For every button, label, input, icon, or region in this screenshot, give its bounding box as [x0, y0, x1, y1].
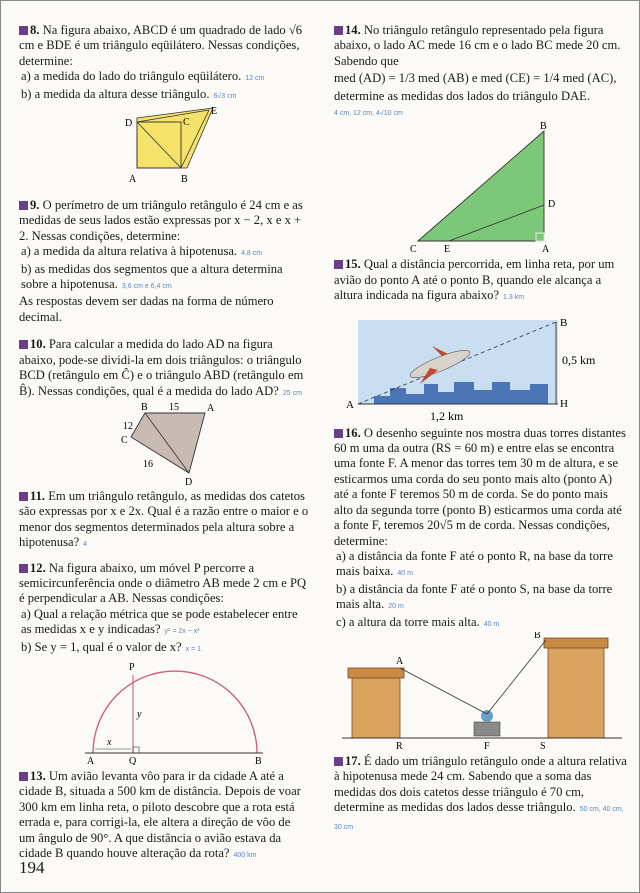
exercise-text: O perímetro de um triângulo retângulo é 24 cm e as medidas de seus lados estão expressas por x − 2, x e x + 2. Nessas condições, determine: — [19, 198, 303, 243]
exercise-8 — [19, 23, 309, 194]
answer: 3,6 cm e 6,4 cm — [121, 283, 172, 291]
square-triangle-figure — [19, 104, 309, 194]
answer: 4 — [83, 541, 88, 549]
label-b: B — [560, 316, 568, 329]
towers-figure — [334, 632, 629, 750]
label-12: 12 — [123, 420, 133, 432]
answer: 40 m — [397, 570, 413, 578]
exercise-13 — [19, 769, 309, 863]
rope-bf — [487, 640, 546, 714]
exercise-text-2: determine as medidas dos lados do triângulo DAE. — [334, 88, 591, 103]
semicircle-arc — [93, 671, 257, 753]
label-16: 16 — [143, 458, 153, 470]
exercise-text: Na figura abaixo, um móvel P percorre a semicircunferência onde o diâmetro AB mede 2 cm e PQ é perpendicular a AB. Nessas condições: — [19, 560, 307, 606]
exercise-number: 8. — [19, 23, 39, 38]
label-d: D — [125, 118, 133, 130]
label-b: B — [141, 401, 148, 413]
semicircle-figure — [19, 657, 309, 765]
item-b: b) as medidas dos segmentos que a altura determina sobre a hipotenusa. — [21, 261, 283, 292]
exercise-text: Qual a distância percorrida, em linha reta, por um avião do ponto A até o ponto B, quando ele alcança a altura indicada na figura abaixo? — [334, 257, 615, 303]
label-c: C — [121, 434, 128, 446]
answer: 50 cm, 40 cm, 30 cm — [334, 806, 624, 831]
exercise-number: 17. — [334, 754, 361, 769]
answer: y² = 2x − x² — [164, 628, 200, 636]
base-label: 1,2 km — [430, 408, 464, 423]
exercise-text: No triângulo retângulo representado pela figura abaixo, o lado AC mede 16 cm e o lado BC mede 20 cm. Sabendo que — [334, 23, 621, 68]
exercise-number: 16. — [334, 426, 361, 441]
answer: x = 1 — [185, 645, 202, 653]
rope-af — [400, 668, 487, 714]
label-s: S — [540, 740, 546, 750]
exercise-text: É dado um triângulo retângulo onde a altura relativa à hipotenusa mede 24 cm. Sabendo que a soma das medidas dos dois catetos desse triângulo é 70 cm, determine as medidas dos lados desse triângulo. — [334, 753, 627, 815]
label-b: B — [534, 631, 541, 641]
label-p: P — [129, 661, 135, 673]
exercise-number: 12. — [19, 561, 46, 576]
exercise-11 — [19, 489, 309, 553]
label-c: C — [183, 117, 190, 129]
item-a: a) a medida da altura relativa à hipotenusa. — [21, 244, 238, 259]
quadrilateral-figure — [19, 401, 309, 487]
label-y: y — [137, 708, 142, 720]
answer: 12 cm — [245, 75, 265, 83]
answer: 6√3 cm — [213, 92, 237, 100]
label-a: A — [542, 244, 550, 256]
label-r: R — [396, 740, 403, 750]
item-b: b) a distância da fonte F até o ponto S, na base da torre mais alta. — [336, 581, 613, 612]
label-a: A — [396, 655, 404, 667]
item-a: a) Qual a relação métrica que se pode estabelecer entre as medidas x e y indicadas? — [21, 606, 298, 637]
right-triangle-figure — [334, 121, 629, 257]
label-h: H — [560, 397, 568, 410]
exercise-15 — [334, 257, 629, 423]
item-b: b) a medida da altura desse triângulo. — [21, 86, 210, 101]
item-b: b) Se y = 1, qual é o valor de x? — [21, 639, 182, 654]
label-a: A — [129, 174, 137, 186]
label-f: F — [484, 740, 490, 750]
triangle-abc — [418, 131, 544, 241]
right-angle-mark — [133, 747, 139, 753]
exercise-number: 11. — [19, 489, 45, 504]
label-a: A — [87, 755, 95, 765]
item-a: a) a medida do lado do triângulo eqüilátero. — [21, 69, 242, 84]
label-d: D — [548, 199, 556, 211]
label-15: 15 — [169, 401, 179, 413]
item-c: c) a altura da torre mais alta. — [336, 614, 480, 629]
answer: 4,8 cm — [241, 250, 263, 258]
item-a: a) a distância da fonte F até o ponto R, na base da torre mais baixa. — [336, 548, 613, 579]
exercise-text: Na figura abaixo, ABCD é um quadrado de lado √6 cm e BDE é um triângulo eqüilátero. Nessas condições, determine: — [19, 23, 303, 68]
answer: 4 cm, 12 cm, 4√10 cm — [334, 110, 403, 118]
answer: 1,3 km — [503, 294, 525, 302]
label-e: E — [444, 244, 451, 256]
exercise-number: 9. — [19, 198, 39, 213]
exercise-text: O desenho seguinte nos mostra duas torres distantes 60 m uma da outra (RS = 60 m) e entre elas se encontra uma fonte F. A menor das torres tem 30 m de altura, e se esticarmos uma corda do seu ponto mais alto (ponto A) até a fonte F teremos 50 m de corda. Se do ponto mais alto da segunda torre (ponto B) esticarmos uma corda até a fonte F, teremos 20√5 m de corda. Nessas condições, determine: — [334, 425, 626, 548]
exercise-number: 14. — [334, 23, 361, 38]
label-b: B — [181, 174, 188, 186]
tall-tower — [544, 638, 608, 738]
exercise-14 — [334, 23, 629, 257]
figure-shape — [137, 108, 213, 168]
exercise-17 — [334, 754, 629, 835]
exercise-text: Um avião levanta vôo para ir da cidade A até a cidade B, situada a 500 km de distância. Depois de voar 300 km em linha reta, o piloto descobre que a rota está errada e, para corrigi-la, ele altera a direção de vôo de um ângulo de 90°. A que distância o avião estava da cidade B quando houve alteração da rota? — [19, 768, 301, 860]
exercise-text: Em um triângulo retângulo, as medidas dos catetos são expressas por x e 2x. Qual é a razão entre o maior e o menor dos segmentos determinados pela altura sobre a hipotenusa? — [19, 488, 309, 550]
label-d: D — [185, 476, 193, 487]
page-number: 194 — [19, 858, 45, 877]
right-column — [334, 23, 629, 835]
answer: 20 m — [388, 603, 404, 611]
label-q: Q — [129, 755, 137, 765]
answer: 25 cm — [282, 389, 302, 397]
exercise-10 — [19, 337, 309, 487]
answer: 40 m — [483, 620, 500, 628]
label-c: C — [410, 244, 417, 256]
formula: med (AD) = 1/3 med (AB) e med (CE) = 1/4 med (AC), — [334, 71, 617, 86]
label-a: A — [207, 402, 215, 414]
label-b: B — [540, 121, 547, 133]
short-tower — [348, 668, 404, 738]
note: As respostas devem ser dadas na forma de número decimal. — [19, 294, 274, 324]
exercise-9 — [19, 198, 309, 325]
airplane-figure — [334, 306, 629, 424]
left-column — [19, 23, 309, 863]
label-b: B — [255, 755, 262, 765]
exercise-text: Para calcular a medida do lado AD na figura abaixo, pode-se dividi-la em dois triângulos: o triângulo BCD (retângulo em Ĉ) e o triângulo ABD (retângulo em B̂). Nessas condições, qual é a medida do lado AD? — [19, 337, 304, 398]
label-e: E — [211, 106, 218, 118]
answer: 400 km — [233, 852, 257, 859]
label-x: x — [107, 736, 112, 748]
label-a: A — [346, 398, 354, 411]
exercise-12 — [19, 561, 309, 765]
height-label: 0,5 km — [562, 352, 596, 367]
exercise-number: 13. — [19, 769, 46, 784]
exercise-number: 15. — [334, 257, 361, 272]
exercise-number: 10. — [19, 337, 46, 352]
exercise-16 — [334, 426, 629, 750]
